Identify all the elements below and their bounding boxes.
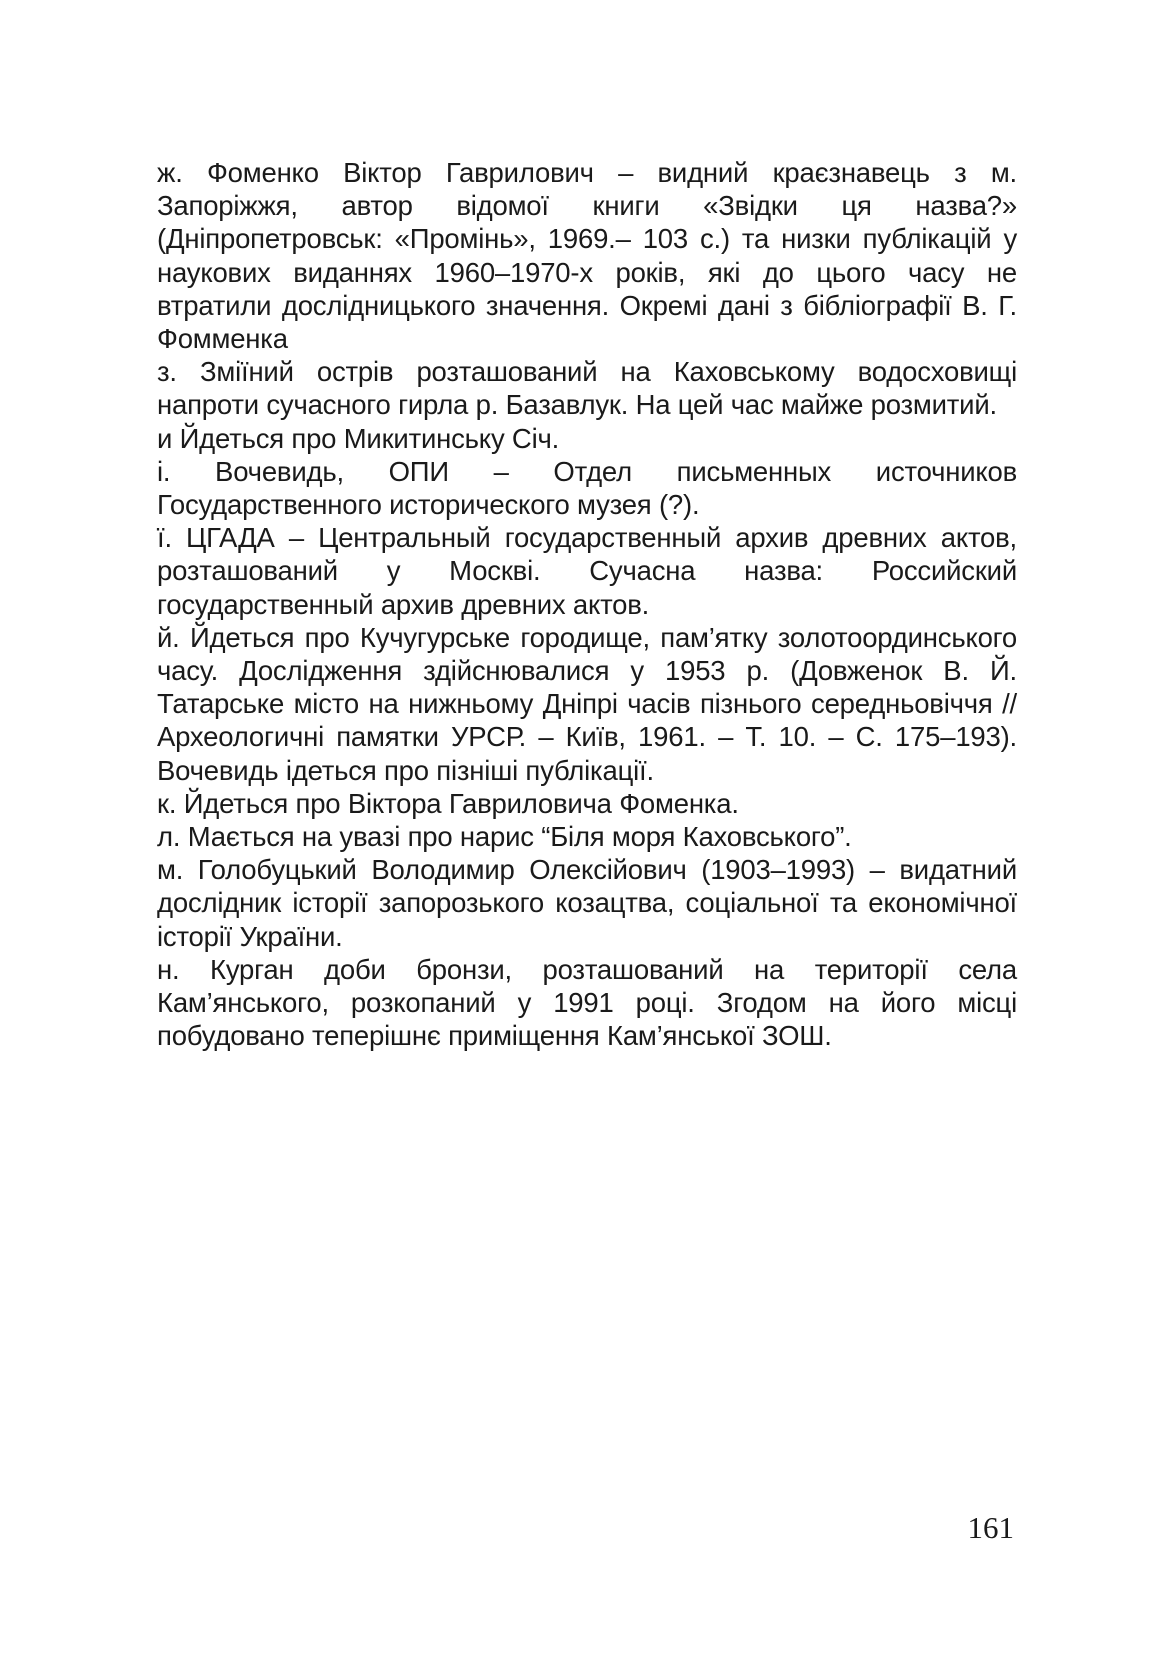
endnote-n: н. Курган доби бронзи, розташований на території села Кам’янського, розкопаний у 1991 році. Згодом на його місці побудовано теперішнє приміщення Кам’янської ЗОШ. [157, 953, 1017, 1052]
endnote-i: і. Вочевидь, ОПИ – Отдел письменных источников Государственного исторического музея (?). [157, 455, 1017, 521]
endnote-m: м. Голобуцький Володимир Олексійович (1903–1993) – видатний дослідник історії запорозького козацтва, соціальної та економічної історії України. [157, 854, 1017, 952]
endnote-y: и Йдеться про Микитинську Січ. [157, 422, 560, 454]
endnote-k: к. Йдеться про Віктора Гавриловича Фоменка. [157, 787, 739, 819]
page-number: 161 [967, 1510, 1014, 1545]
endnote-z: з. Зміїний острів розташований на Каховському водосховищі напроти сучасного гирла р. Базавлук. На цей час майже розмитий. [157, 356, 1017, 421]
endnote-l: л. Мається на увазі про нарис “Біля моря Каховського”. [157, 821, 852, 853]
endnotes-section [157, 156, 1017, 1052]
endnote-zh: ж. Фоменко Віктор Гаврилович – видний краєзнавець з м. Запоріжжя, автор відомої книги «Звідки ця назва?» (Дніпропетровськ: «Промінь», 1969.– 103 с.) та низки публікацій у наукових виданнях 1960–1970-х років, які до цього часу не втратили дослідницького значення. Окремі дані з бібліографії В. Г. Фомменка [157, 157, 1017, 355]
endnote-yi: ї. ЦГАДА – Центральный государственный архив древних актов, розташований у Москві. Сучасна назва: Российский государственный архив древних актов. [157, 522, 1017, 620]
endnote-j: й. Йдеться про Кучугурське городище, пам’ятку золотоординського часу. Дослідження здійснювалися у 1953 р. (Довженок В. Й. Татарське місто на нижньому Дніпрі часів пізнього середньовіччя // Археологичні памятки УРСР. – Київ, 1961. – Т. 10. – С. 175–193). Вочевидь ідеться про пізніші публікації. [157, 621, 1017, 786]
